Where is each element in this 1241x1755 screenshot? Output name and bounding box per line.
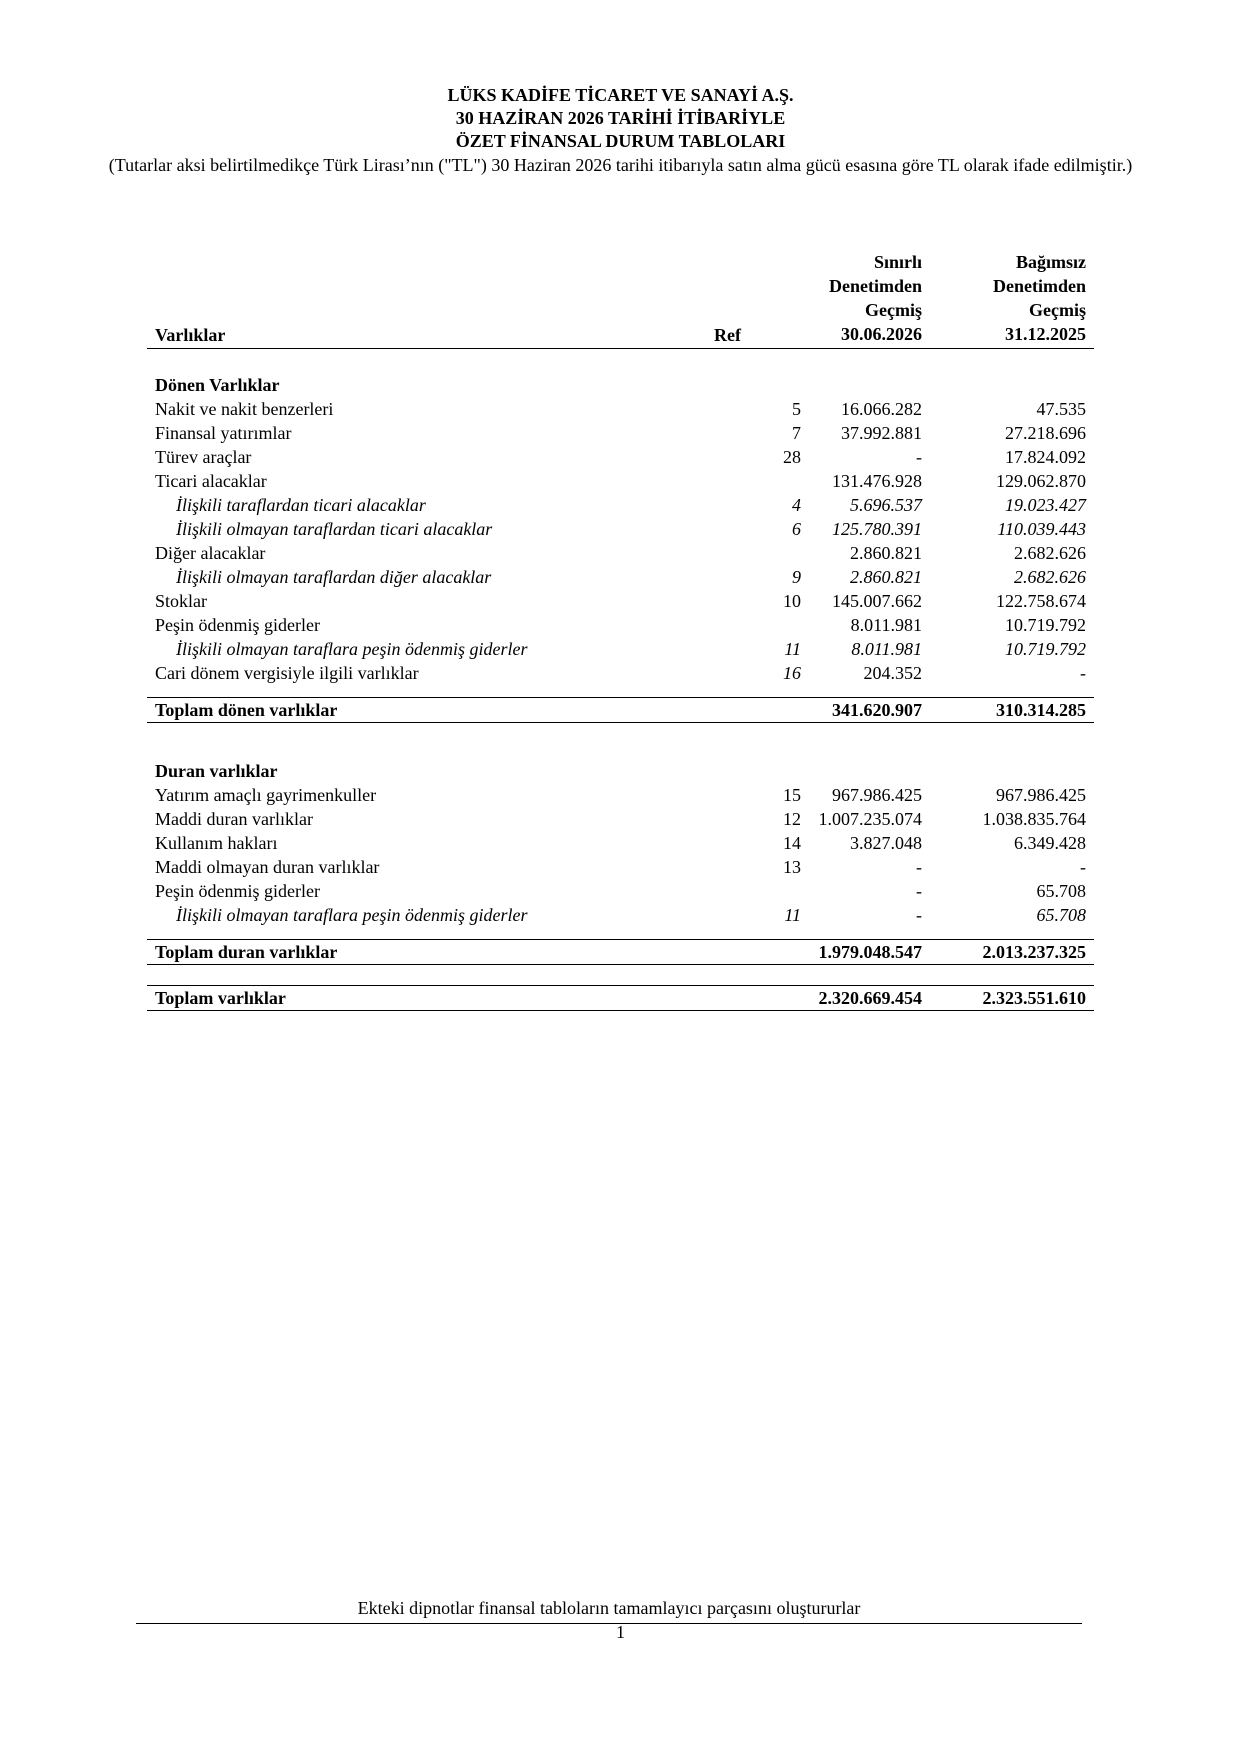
table-row: Maddi olmayan duran varlıklar 13 - -	[155, 857, 1086, 877]
table-row: Stoklar 10 145.007.662 122.758.674	[155, 591, 1086, 611]
table-row: İlişkili olmayan taraflardan ticari alacaklar 6 125.780.391 110.039.443	[176, 519, 1086, 539]
balance-sheet-table	[147, 250, 1094, 1011]
table-row: İlişkili taraflardan ticari alacaklar 4 5.696.537 19.023.427	[176, 495, 1086, 515]
currency-note: (Tutarlar aksi belirtilmedikçe Türk Lirası’nın ("TL") 30 Haziran 2026 tarihi itibarıyla satın alma gücü esasına göre TL olarak ifade edilmiştir.)	[108, 155, 1133, 175]
statement-title: ÖZET FİNANSAL DURUM TABLOLARI	[455, 131, 786, 151]
table-row: Türev araçlar 28 - 17.824.092	[155, 447, 1086, 467]
table-row: İlişkili olmayan taraflara peşin ödenmiş giderler 11 - 65.708	[176, 905, 1086, 925]
total-noncurrent-assets: Toplam duran varlıklar 1.979.048.547 2.013.237.325	[147, 939, 1094, 965]
current-assets-rows	[147, 397, 1094, 685]
page-number: 1	[616, 1622, 625, 1642]
column-header-ref: Ref	[714, 325, 741, 345]
table-row: Kullanım hakları 14 3.827.048 6.349.428	[155, 833, 1086, 853]
table-row: Nakit ve nakit benzerleri 5 16.066.282 47.535	[155, 399, 1086, 419]
section-title: Duran varlıklar	[155, 761, 278, 781]
section-title: Dönen Varlıklar	[155, 375, 280, 395]
table-row: Diğer alacaklar 2.860.821 2.682.626	[155, 543, 1086, 563]
table-row: Cari dönem vergisiyle ilgili varlıklar 16 204.352 -	[155, 663, 1086, 683]
report-date: 30 HAZİRAN 2026 TARİHİ İTİBARİYLE	[455, 108, 786, 128]
column-header-audited: Bağımsız Denetimden Geçmiş 31.12.2025	[993, 252, 1086, 344]
column-header-label: Varlıklar	[155, 325, 226, 345]
table-row: Peşin ödenmiş giderler - 65.708	[155, 881, 1086, 901]
table-row: Peşin ödenmiş giderler 8.011.981 10.719.792	[155, 615, 1086, 635]
total-current-assets: Toplam dönen varlıklar 341.620.907 310.314.285	[147, 697, 1094, 723]
footer-note	[136, 1598, 1082, 1624]
footer-text: Ekteki dipnotlar finansal tabloların tamamlayıcı parçasını oluştururlar	[357, 1598, 861, 1618]
total-assets: Toplam varlıklar 2.320.669.454 2.323.551.610	[147, 985, 1094, 1011]
table-row: Yatırım amaçlı gayrimenkuller 15 967.986.425 967.986.425	[155, 785, 1086, 805]
table-row: Maddi duran varlıklar 12 1.007.235.074 1.038.835.764	[155, 809, 1086, 829]
table-row: İlişkili olmayan taraflardan diğer alacaklar 9 2.860.821 2.682.626	[176, 567, 1086, 587]
table-row: Finansal yatırımlar 7 37.992.881 27.218.696	[155, 423, 1086, 443]
table-row: Ticari alacaklar 131.476.928 129.062.870	[155, 471, 1086, 491]
table-header	[147, 250, 1094, 349]
column-header-reviewed: Sınırlı Denetimden Geçmiş 30.06.2026	[829, 252, 922, 344]
table-row: İlişkili olmayan taraflara peşin ödenmiş giderler 11 8.011.981 10.719.792	[176, 639, 1086, 659]
report-header	[0, 84, 1241, 177]
company-name: LÜKS KADİFE TİCARET VE SANAYİ A.Ş.	[447, 85, 794, 105]
noncurrent-assets-rows	[147, 783, 1094, 927]
